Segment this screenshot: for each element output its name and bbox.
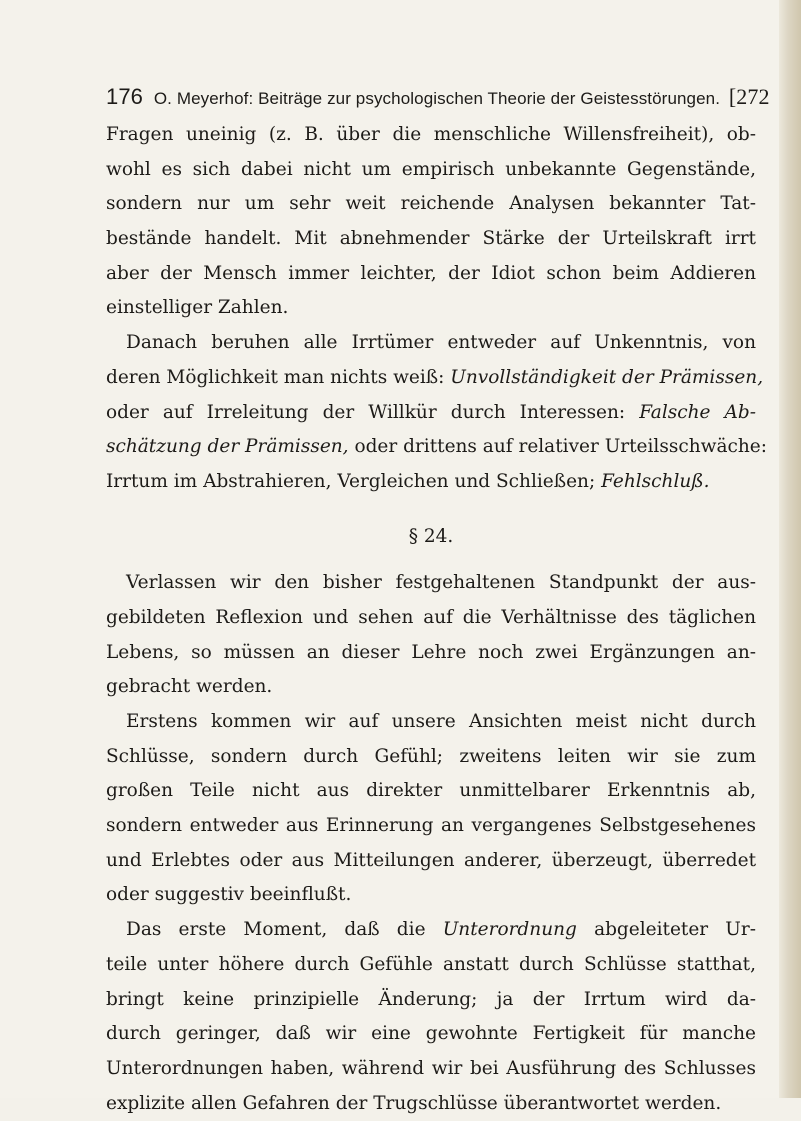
text-line: sondern entweder aus Erinnerung an vergangenes Selbstgesehenes (106, 815, 756, 837)
text-line: explizite allen Gefahren der Trugschlüsse überantwortet werden. (106, 1092, 722, 1114)
text-line: bestände handelt. Mit abnehmender Stärke der Urteilskraft irrt (106, 228, 756, 250)
text-line: aber der Mensch immer leichter, der Idiot schon beim Addieren (106, 262, 756, 284)
text-line: durch geringer, daß wir eine gewohnte Fertigkeit für manche (106, 1023, 756, 1045)
text-line: Lebens, so müssen an dieser Lehre noch zwei Ergänzungen an- (106, 641, 756, 663)
text-line: Fragen uneinig (z. B. über die menschliche Willensfreiheit), ob- (106, 124, 756, 145)
text-line: Verlassen wir den bisher festgehaltenen Standpunkt der aus- (126, 572, 756, 594)
text-line (106, 430, 767, 465)
spacer (106, 500, 756, 520)
emphasis-span: schätzung der Prämissen, (106, 436, 349, 458)
page-edge (779, 0, 801, 1098)
text-line: oder suggestiv beeinflußt. (106, 884, 352, 906)
page-number: 176 (106, 84, 144, 109)
text-line: gebracht werden. (106, 676, 273, 698)
section-heading: § 24. (408, 525, 454, 547)
emphasis-span: Fehlschluß. (601, 470, 710, 492)
text-span: Irrtum im Abstrahieren, Vergleichen und Schließen; (106, 470, 602, 492)
text-line: gebildeten Reflexion und sehen auf die Verhältnisse des täglichen (106, 606, 756, 628)
body-text (106, 118, 767, 1121)
text-line: Danach beruhen alle Irrtümer entweder auf Unkenntnis, von (126, 332, 756, 354)
text-line: bringt keine prinzipielle Änderung; ja der Irrtum wird da- (106, 988, 756, 1010)
original-page-ref: [272 (728, 84, 770, 109)
text-line (106, 396, 756, 431)
text-span: oder drittens auf relativer Urteilsschwäche: (348, 436, 767, 458)
text-span: deren Möglichkeit man nichts weiß: (106, 366, 451, 388)
emphasis-span: Falsche Ab- (639, 401, 756, 423)
text-line: großen Teile nicht aus direkter unmittelbarer Erkenntnis ab, (106, 780, 756, 802)
text-line: Schlüsse, sondern durch Gefühl; zweitens leiten wir sie zum (106, 745, 756, 767)
text-line (106, 465, 756, 500)
text-line: sondern nur um sehr weit reichende Analysen bekannter Tat- (106, 193, 756, 215)
text-line (106, 913, 756, 948)
text-span: Das erste Moment, daß die (126, 919, 443, 941)
header-title: O. Meyerhof: Beiträge zur psychologischen Theorie der Geistesstörungen. (153, 89, 721, 108)
spacer (106, 554, 756, 566)
text-span: oder auf Irreleitung der Willkür durch Interessen: (106, 401, 640, 423)
text-line: einstelliger Zahlen. (106, 297, 289, 319)
text-line: und Erlebtes oder aus Mitteilungen anderer, überzeugt, überredet (106, 849, 756, 871)
running-header (106, 84, 770, 110)
text-line (106, 361, 764, 396)
emphasis-span: Unterordnung (442, 919, 577, 941)
text-span: abgeleiteter Ur- (576, 919, 756, 941)
text-line: wohl es sich dabei nicht um empirisch unbekannte Gegenstände, (106, 158, 756, 180)
emphasis-span: Unvollständigkeit der Prämissen, (450, 366, 764, 388)
text-line: Erstens kommen wir auf unsere Ansichten meist nicht durch (126, 711, 756, 732)
text-line: teile unter höhere durch Gefühle anstatt durch Schlüsse statthat, (106, 953, 756, 975)
text-line: Unterordnungen haben, während wir bei Ausführung des Schlusses (106, 1057, 756, 1079)
